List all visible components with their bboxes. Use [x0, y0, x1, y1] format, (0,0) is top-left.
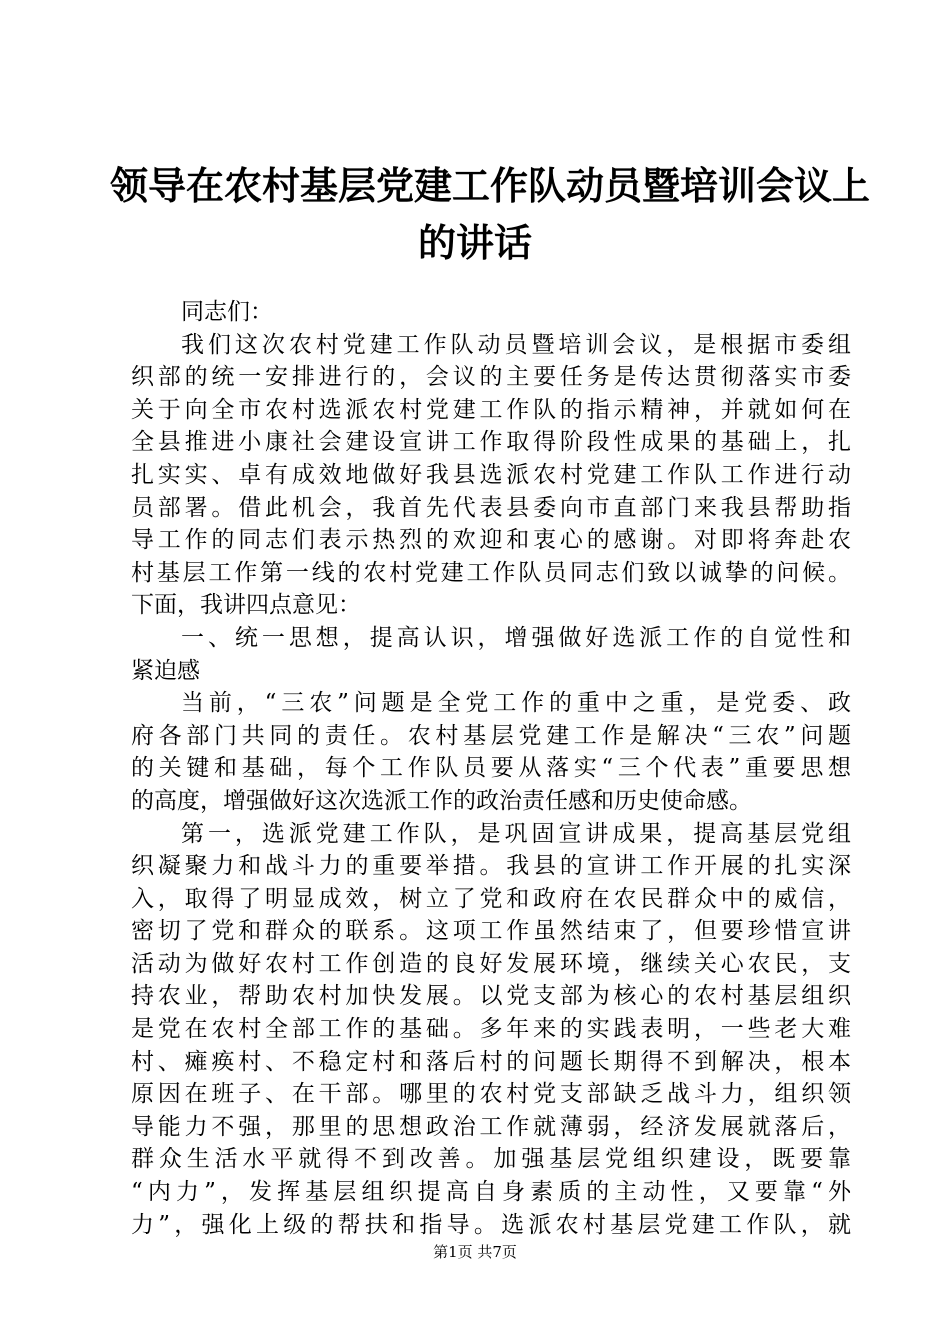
body-line: 织凝聚力和战斗力的重要举措。我县的宣讲工作开展的扎实深	[131, 853, 851, 880]
body-line: 扎实实、卓有成效地做好我县选派农村党建工作队工作进行动	[131, 461, 851, 488]
body-line: 入，取得了明显成效，树立了党和政府在农民群众中的威信，	[131, 885, 851, 912]
body-line: 员部署。借此机会，我首先代表县委向市直部门来我县帮助指	[131, 494, 851, 521]
body-line: 密切了党和群众的联系。这项工作虽然结束了，但要珍惜宣讲	[131, 918, 851, 945]
body-line: 导能力不强，那里的思想政治工作就薄弱，经济发展就落后，	[131, 1113, 851, 1140]
body-line: 全县推进小康社会建设宣讲工作取得阶段性成果的基础上，扎	[131, 429, 851, 456]
body-line: 的关键和基础，每个工作队员要从落实“三个代表”重要思想	[131, 755, 851, 782]
body-line: 村基层工作第一线的农村党建工作队员同志们致以诚挚的问候。	[131, 559, 851, 586]
document-body	[131, 296, 851, 1241]
body-line: “内力”，发挥基层组织提高自身素质的主动性，又要靠“外	[131, 1179, 851, 1206]
body-line: 我们这次农村党建工作队动员暨培训会议，是根据市委组	[181, 331, 851, 358]
body-line: 第一，选派党建工作队，是巩固宣讲成果，提高基层党组	[181, 820, 851, 847]
body-line: 导工作的同志们表示热烈的欢迎和衷心的感谢。对即将奔赴农	[131, 527, 851, 554]
body-line: 力”，强化上级的帮扶和指导。选派农村基层党建工作队，就	[131, 1211, 851, 1238]
body-line: 府各部门共同的责任。农村基层党建工作是解决“三农”问题	[131, 722, 851, 749]
body-line: 是党在农村全部工作的基础。多年来的实践表明，一些老大难	[131, 1016, 851, 1043]
body-line: 持农业，帮助农村加快发展。以党支部为核心的农村基层组织	[131, 983, 851, 1010]
body-line: 原因在班子、在干部。哪里的农村党支部缺乏战斗力，组织领	[131, 1081, 851, 1108]
body-line: 的高度，增强做好这次选派工作的政治责任感和历史使命感。	[131, 787, 752, 814]
body-line: 群众生活水平就得不到改善。加强基层党组织建设，既要靠	[131, 1146, 851, 1173]
body-line: 关于向全市农村选派农村党建工作队的指示精神，并就如何在	[131, 396, 851, 423]
body-line: 活动为做好农村工作创造的良好发展环境，继续关心农民，支	[131, 950, 851, 977]
body-line: 村、瘫痪村、不稳定村和落后村的问题长期得不到解决，根本	[131, 1048, 851, 1075]
body-line: 当前，“三农”问题是全党工作的重中之重，是党委、政	[181, 690, 851, 717]
document-title-line-2: 的讲话	[417, 220, 532, 265]
body-line: 紧迫感	[131, 657, 200, 684]
document-title-line-1: 领导在农村基层党建工作队动员暨培训会议上	[110, 163, 871, 208]
body-line: 织部的统一安排进行的，会议的主要任务是传达贯彻落实市委	[131, 364, 851, 391]
body-line: 一、统一思想，提高认识，增强做好选派工作的自觉性和	[181, 624, 851, 651]
body-line: 下面，我讲四点意见：	[131, 592, 361, 619]
page-number-footer: 第1页 共7页	[433, 1243, 517, 1261]
body-line: 同志们：	[181, 299, 273, 325]
